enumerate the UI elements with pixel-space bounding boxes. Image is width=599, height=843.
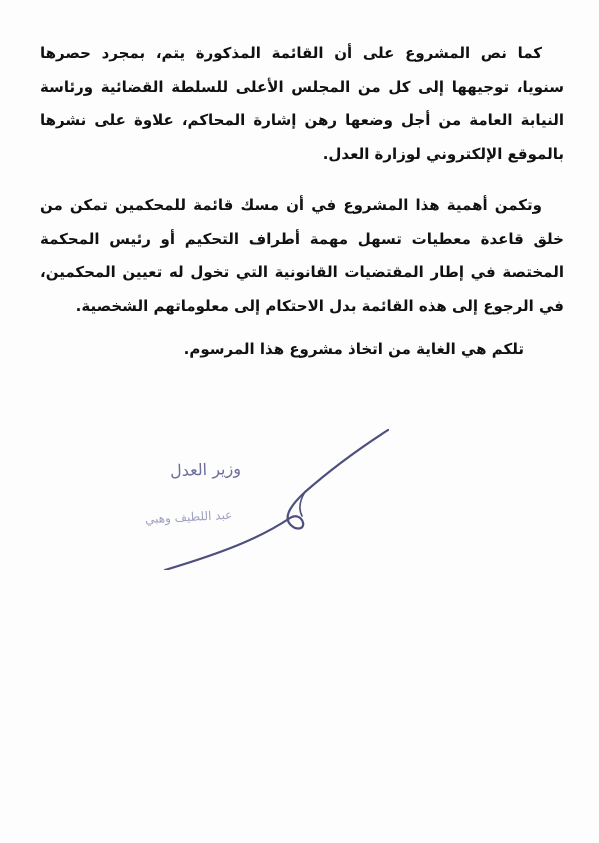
paragraph-2 — [40, 189, 564, 323]
paragraph-3 — [40, 333, 564, 367]
signature-stroke — [130, 420, 400, 570]
paragraph-3-text: تلكم هي الغاية من اتخاذ مشروع هذا المرسوم. — [183, 340, 524, 358]
paragraph-1-text: كما نص المشروع على أن القائمة المذكورة يتم، بمجرد حصرها سنويا، توجيهها إلى كل من المجلس الأعلى للسلطة القضائية ورئاسة النيابة العامة من أجل وضعها رهن إشارة المحاكم، علاوة على نشرها بالموقع الإلكتروني لوزارة العدل. — [40, 44, 564, 163]
paragraph-1 — [40, 37, 564, 171]
paragraph-2-text: وتكمن أهمية هذا المشروع في أن مسك قائمة للمحكمين تمكن من خلق قاعدة معطيات تسهل مهمة أطراف التحكيم أو رئيس المحكمة المختصة في إطار المقتضيات القانونية التي تخول له تعيين المحكمين، في الرجوع إلى هذه القائمة بدل الاحتكام إلى معلوماتهم الشخصية. — [40, 196, 564, 315]
signature-title: وزير العدل — [169, 458, 242, 481]
signature-name: عبد اللطيف وهبي — [144, 507, 233, 527]
signature — [130, 420, 400, 570]
